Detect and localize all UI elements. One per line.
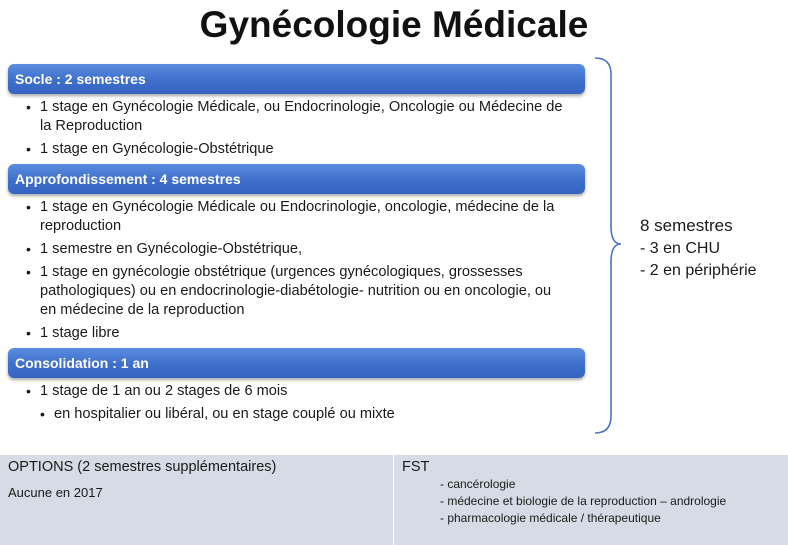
- bullet-icon: •: [40, 406, 45, 422]
- section-consolidation-list: [0, 382, 600, 424]
- bullet-icon: •: [26, 383, 31, 399]
- list-item: [0, 198, 565, 236]
- fst-item: - médecine et biologie de la reproduction – andrologie: [440, 494, 727, 508]
- bullet-icon: •: [26, 241, 31, 257]
- list-item-text: 1 stage libre: [40, 325, 120, 341]
- fst-list: [440, 476, 726, 527]
- curly-brace-icon: [591, 56, 621, 436]
- list-item: [0, 140, 565, 159]
- fst-panel: [394, 455, 788, 545]
- list-item-text: 1 stage en Gynécologie Médicale, ou Endocrinologie, Oncologie ou Médecine de la Reproduction: [40, 99, 563, 134]
- footer-panel: [0, 455, 788, 545]
- list-item: [0, 382, 565, 401]
- bullet-icon: •: [26, 325, 31, 341]
- list-item: [0, 98, 565, 136]
- section-socle-list: [0, 98, 600, 159]
- summary-total: 8 semestres: [640, 216, 733, 235]
- list-item-text: 1 semestre en Gynécologie-Obstétrique,: [40, 241, 303, 257]
- list-item: [0, 240, 565, 259]
- bullet-icon: •: [26, 264, 31, 280]
- page-title: Gynécologie Médicale: [199, 4, 589, 45]
- section-approfondissement-list: [0, 198, 600, 343]
- list-item: [0, 263, 565, 320]
- section-header-consolidation: Consolidation : 1 an: [8, 348, 585, 378]
- options-note: Aucune en 2017: [8, 485, 103, 500]
- summary-line-peripherie: - 2 en périphérie: [640, 262, 757, 279]
- section-header-approfondissement: Approfondissement : 4 semestres: [8, 164, 585, 194]
- list-subitem: [0, 405, 579, 424]
- section-header-socle: Socle : 2 semestres: [8, 64, 585, 94]
- list-item: [0, 324, 565, 343]
- fst-item: - pharmacologie médicale / thérapeutique: [440, 511, 661, 525]
- list-item-text: en hospitalier ou libéral, ou en stage couplé ou mixte: [54, 406, 395, 422]
- summary-line-chu: - 3 en CHU: [640, 240, 721, 257]
- bullet-icon: •: [26, 141, 31, 157]
- options-title: OPTIONS (2 semestres supplémentaires): [8, 459, 277, 475]
- list-item-text: 1 stage en Gynécologie Médicale ou Endocrinologie, oncologie, médecine de la reproduction: [40, 199, 555, 234]
- list-item-text: 1 stage en Gynécologie-Obstétrique: [40, 141, 274, 157]
- bullet-icon: •: [26, 99, 31, 115]
- list-item-text: 1 stage de 1 an ou 2 stages de 6 mois: [40, 383, 288, 399]
- options-panel: [0, 455, 394, 545]
- fst-title: FST: [402, 459, 430, 475]
- bullet-icon: •: [26, 199, 31, 215]
- list-item-text: 1 stage en gynécologie obstétrique (urgences gynécologiques, grossesses pathologiques) ou en endocrinologie-diabétologie- nutrition ou en oncologie, ou en médecine de la reproduction: [40, 264, 552, 318]
- semester-summary: [640, 214, 757, 282]
- fst-item: - cancérologie: [440, 477, 516, 491]
